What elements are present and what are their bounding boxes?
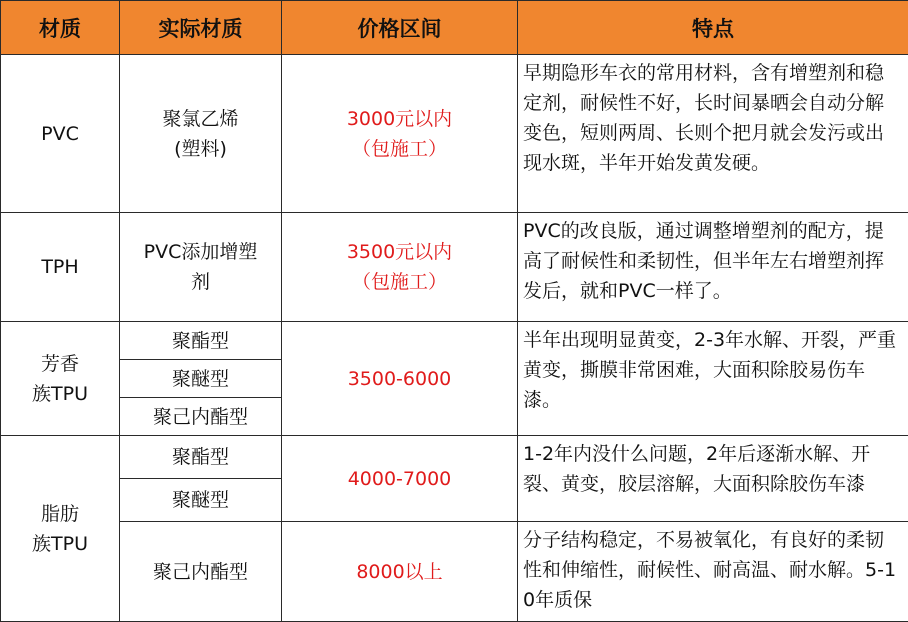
actual-material-line: 聚氯乙烯 (162, 107, 239, 130)
feature-cell-pvc: 早期隐形车衣的常用材料，含有增塑剂和稳定剂，耐候性不好，长时间暴晒会自动分解变色，短则两周、长则个把月就会发污或出现水斑，半年开始发黄发硬。 (518, 55, 908, 213)
table-row-aliphatic-polycaprolactone (1, 522, 908, 622)
header-price-range: 价格区间 (282, 1, 518, 55)
header-features: 特点 (518, 1, 908, 55)
price-line: 3000元以内 (346, 107, 453, 130)
actual-material-cell-tph (120, 213, 282, 322)
type-cell-polyether: 聚醚型 (120, 479, 282, 522)
price-line: 3500元以内 (346, 241, 453, 263)
material-label: TPH (41, 256, 79, 278)
table-row-pvc (1, 55, 908, 213)
price-cell-tph (282, 213, 518, 322)
material-cell-aliphatic-tpu (1, 436, 120, 622)
table-row-aromatic-polyester (1, 322, 908, 360)
feature-cell-aliphatic-polycaprolactone: 分子结构稳定，不易被氧化，有良好的柔韧性和伸缩性，耐候性、耐高温、耐水解。5-10年质保 (518, 522, 908, 622)
price-note: （包施工） (351, 137, 447, 160)
price-cell-aliphatic-ester-ether: 4000-7000 (282, 436, 518, 522)
actual-material-line: 剂 (190, 271, 210, 293)
type-cell-polyester: 聚酯型 (120, 436, 282, 479)
actual-material-line: PVC添加增塑 (143, 241, 258, 263)
table-row-tph (1, 213, 908, 322)
type-cell-polycaprolactone: 聚己内酯型 (120, 522, 282, 622)
type-cell-polyether: 聚醚型 (120, 360, 282, 398)
header-material: 材质 (1, 1, 120, 55)
material-label: PVC (41, 122, 79, 145)
material-line: 族TPU (32, 382, 88, 405)
price-cell-pvc (282, 55, 518, 213)
material-cell-aromatic-tpu (1, 322, 120, 436)
type-cell-polyester: 聚酯型 (120, 322, 282, 360)
material-cell-tph (1, 213, 120, 322)
feature-cell-aromatic-tpu: 半年出现明显黄变，2-3年水解、开裂，严重黄变，撕膜非常困难，大面积除胶易伤车漆。 (518, 322, 908, 436)
feature-cell-aliphatic-ester-ether: 1-2年内没什么问题，2年后逐渐水解、开裂、黄变，胶层溶解，大面积除胶伤车漆 (518, 436, 908, 522)
feature-cell-tph: PVC的改良版，通过调整增塑剂的配方，提高了耐候性和柔韧性，但半年左右增塑剂挥发后，就和PVC一样了。 (518, 213, 908, 322)
header-row (1, 1, 908, 55)
price-cell-aromatic-tpu: 3500-6000 (282, 322, 518, 436)
material-line: 族TPU (32, 532, 88, 555)
material-line: 脂肪 (40, 502, 79, 525)
table-row-aliphatic-polyester (1, 436, 908, 479)
price-cell-aliphatic-polycaprolactone: 8000以上 (282, 522, 518, 622)
type-cell-polycaprolactone: 聚己内酯型 (120, 398, 282, 436)
header-actual-material: 实际材质 (120, 1, 282, 55)
actual-material-cell-pvc (120, 55, 282, 213)
price-note: （包施工） (351, 271, 447, 293)
actual-material-line: (塑料) (174, 137, 227, 160)
material-line: 芳香 (40, 352, 79, 375)
material-cell-pvc (1, 55, 120, 213)
